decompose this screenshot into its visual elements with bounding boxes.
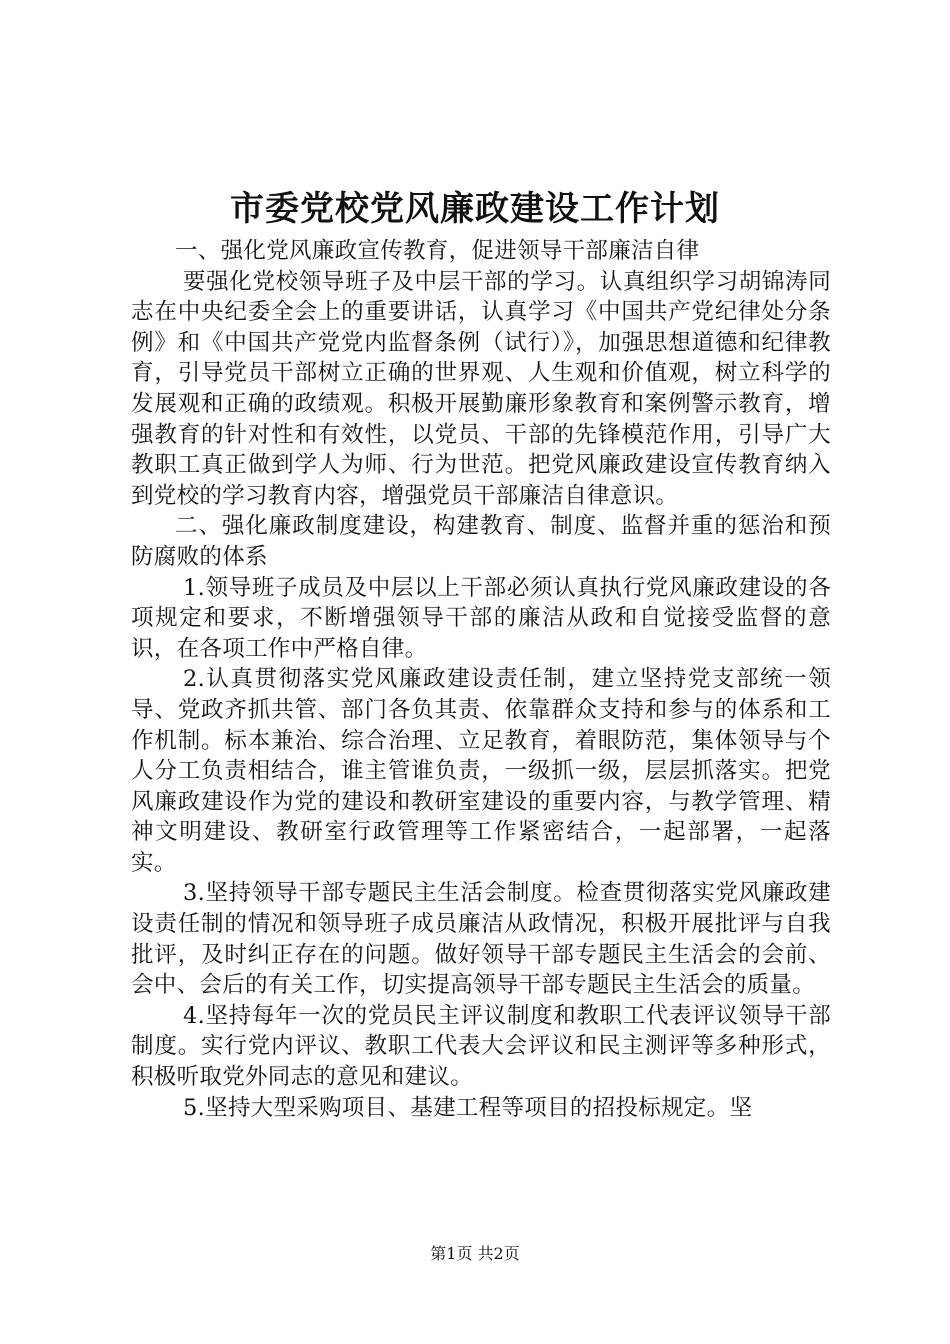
paragraph-item-2: 2.认真贯彻落实党风廉政建设责任制，建立坚持党支部统一领导、党政齐抓共管、部门各负其责、依靠群众支持和参与的体系和工作机制。标本兼治、综合治理、立足教育，着眼防范，集体领导与个人分工负责相结合，谁主管谁负责，一级抓一级，层层抓落实。把党风廉政建设作为党的建设和教研室建设的重要内容，与教学管理、精神文明建设、教研室行政管理等工作紧密结合，一起部署，一起落实。 — [131, 666, 831, 876]
document-body — [131, 236, 831, 1123]
paragraph-item-5: 5.坚持大型采购项目、基建工程等项目的招投标规定。坚 — [183, 1094, 753, 1121]
section-heading-1: 一、强化党风廉政宣传教育，促进领导干部廉洁自律 — [175, 238, 700, 264]
paragraph-item-1: 1.领导班子成员及中层以上干部必须认真执行党风廉政建设的各项规定和要求，不断增强领导干部的廉洁从政和自觉接受监督的意识，在各项工作中严格自律。 — [131, 574, 831, 662]
paragraph-study: 要强化党校领导班子及中层干部的学习。认真组织学习胡锦涛同志在中央纪委全会上的重要讲话，认真学习《中国共产党纪律处分条例》和《中国共产党党内监督条例（试行）》，加强思想道德和纪律教育，引导党员干部树立正确的世界观、人生观和价值观，树立科学的发展观和正确的政绩观。积极开展勤廉形象教育和案例警示教育，增强教育的针对性和有效性，以党员、干部的先锋模范作用，引导广大教职工真正做到学人为师、行为世范。把党风廉政建设宣传教育纳入到党校的学习教育内容，增强党员干部廉洁自律意识。 — [131, 268, 831, 509]
paragraph-item-3: 3.坚持领导干部专题民主生活会制度。检查贯彻落实党风廉政建设责任制的情况和领导班子成员廉洁从政情况，积极开展批评与自我批评，及时纠正存在的问题。做好领导干部专题民主生活会的会前、会中、会后的有关工作，切实提高领导干部专题民主生活会的质量。 — [131, 880, 831, 999]
document-title: 市委党校党风廉政建设工作计划 — [230, 189, 720, 229]
section-heading-2: 二、强化廉政制度建设，构建教育、制度、监督并重的惩治和预防腐败的体系 — [131, 513, 831, 570]
paragraph-item-4: 4.坚持每年一次的党员民主评议制度和教职工代表评议领导干部制度。实行党内评议、教职工代表大会评议和民主测评等多种形式，积极听取党外同志的意见和建议。 — [131, 1002, 831, 1091]
page-number-footer: 第1页 共2页 — [430, 1244, 520, 1263]
